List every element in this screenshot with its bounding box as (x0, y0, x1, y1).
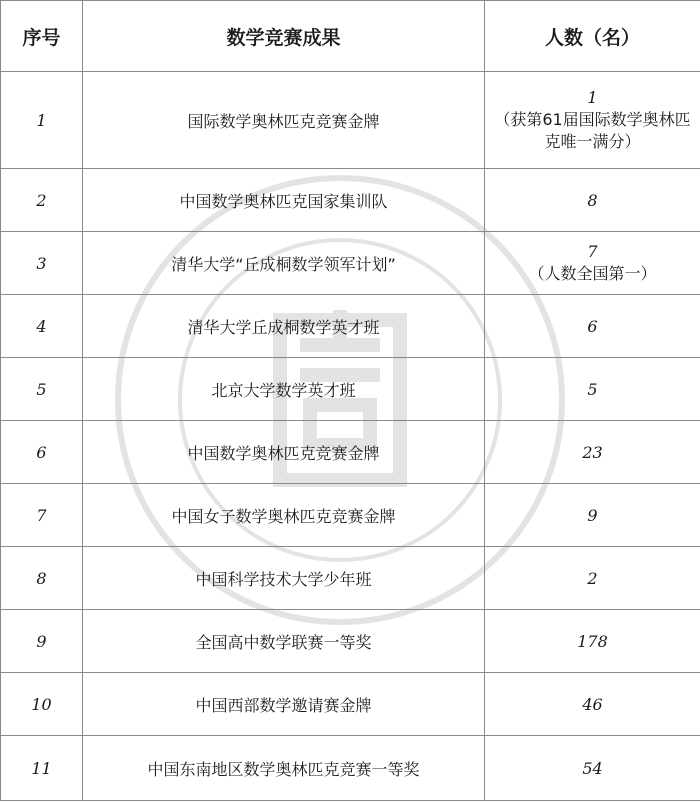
row-count-cell (485, 72, 700, 169)
row-achievement: 北京大学数学英才班 (83, 358, 485, 421)
table-row (1, 484, 700, 547)
row-achievement: 中国科学技术大学少年班 (83, 547, 485, 610)
row-no: 2 (1, 169, 83, 232)
row-no: 5 (1, 358, 83, 421)
row-achievement: 中国数学奥林匹克竞赛金牌 (83, 421, 485, 484)
row-no: 7 (1, 484, 83, 547)
table-row (1, 547, 700, 610)
row-achievement: 中国东南地区数学奥林匹克竞赛一等奖 (83, 736, 485, 801)
row-count: 8 (485, 169, 700, 232)
row-no: 11 (1, 736, 83, 801)
row-count: 5 (485, 358, 700, 421)
row-achievement: 清华大学丘成桐数学英才班 (83, 295, 485, 358)
header-achievement: 数学竞赛成果 (83, 1, 485, 72)
row-count: 54 (485, 736, 700, 801)
table-row (1, 232, 700, 295)
row-achievement: 全国高中数学联赛一等奖 (83, 610, 485, 673)
row-achievement: 中国西部数学邀请赛金牌 (83, 673, 485, 736)
table-row (1, 72, 700, 169)
row-note: （人数全国第一） (528, 264, 657, 283)
row-count: 178 (485, 610, 700, 673)
table-row (1, 295, 700, 358)
row-count: 46 (485, 673, 700, 736)
row-count-cell (485, 232, 700, 295)
table-row (1, 736, 700, 801)
row-count: 23 (485, 421, 700, 484)
row-no: 9 (1, 610, 83, 673)
row-count: 7 (587, 242, 598, 261)
table-row (1, 610, 700, 673)
row-no: 3 (1, 232, 83, 295)
header-row (1, 1, 700, 72)
row-count: 2 (485, 547, 700, 610)
row-count: 9 (485, 484, 700, 547)
row-count: 1 (587, 88, 598, 107)
row-achievement: 中国女子数学奥林匹克竞赛金牌 (83, 484, 485, 547)
table-row (1, 358, 700, 421)
table-row (1, 421, 700, 484)
row-no: 4 (1, 295, 83, 358)
header-no: 序号 (1, 1, 83, 72)
row-achievement: 清华大学“丘成桐数学领军计划” (83, 232, 485, 295)
row-no: 8 (1, 547, 83, 610)
row-achievement: 国际数学奥林匹克竞赛金牌 (83, 72, 485, 169)
row-achievement: 中国数学奥林匹克国家集训队 (83, 169, 485, 232)
header-count: 人数（名） (485, 1, 700, 72)
row-no: 1 (1, 72, 83, 169)
row-note: （获第61届国际数学奥林匹克唯一满分） (494, 110, 691, 151)
row-no: 10 (1, 673, 83, 736)
row-count: 6 (485, 295, 700, 358)
row-no: 6 (1, 421, 83, 484)
table-row (1, 169, 700, 232)
table-row (1, 673, 700, 736)
